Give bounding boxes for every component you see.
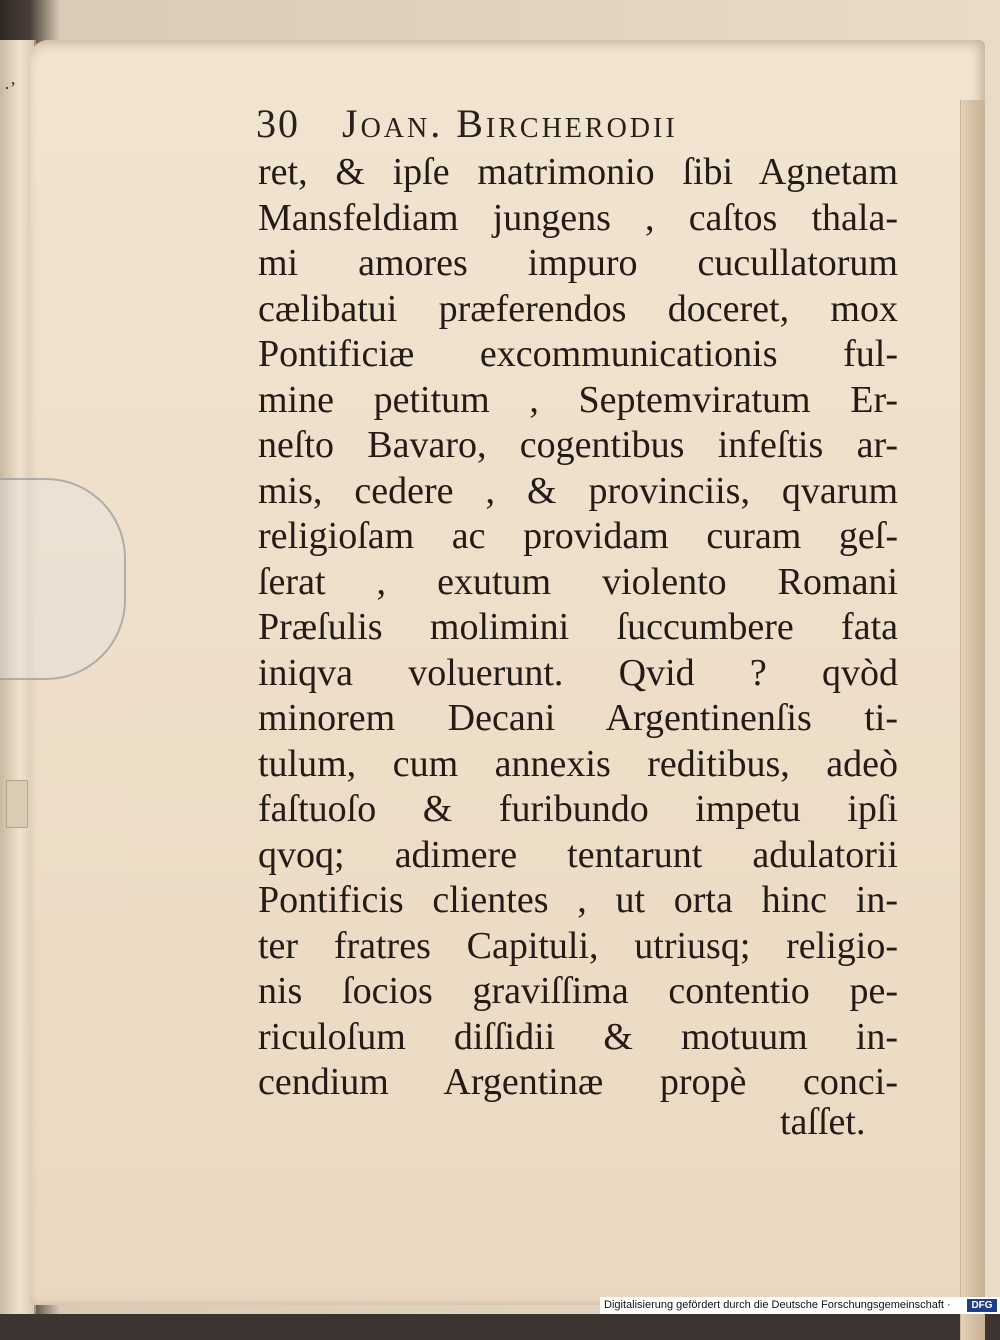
text-line: cælibatui præferendos doceret, mox — [258, 287, 898, 330]
text-line: faſtuoſo & furibundo impetu ipſi — [258, 788, 898, 830]
text-line: nis ſocios graviſſima contentio pe- — [258, 970, 898, 1012]
text-line: ter fratres Capituli, utriusq; religio- — [258, 924, 898, 967]
footer-credit: Digitalisierung gefördert durch die Deutsche Forschungsgemeinschaft · — [604, 1299, 951, 1311]
dfg-logo: DFG — [967, 1299, 997, 1312]
text-line: mis, cedere , & provinciis, qvarum — [258, 469, 898, 512]
text-line: Pontificiæ excommunicationis ful- — [258, 333, 898, 375]
running-header — [256, 100, 816, 154]
text-line: religioſam ac providam curam geſ- — [258, 515, 898, 557]
text-line: Pontificis clientes , ut orta hinc in- — [258, 879, 898, 921]
text-line: mine petitum , Septemviratum Er- — [258, 378, 898, 421]
page-body-text — [258, 150, 898, 1106]
text-line: ret, & ipſe matrimonio ſibi Agnetam — [258, 151, 898, 193]
text-line: minorem Decani Argentinenſis ti- — [258, 697, 898, 739]
text-line: qvoq; adimere tentarunt adulatorii — [258, 833, 898, 876]
page-number: 30 — [256, 101, 300, 146]
text-line: Præſulis molimini ſuccumbere fata — [258, 606, 898, 648]
text-line: neſto Bavaro, cogentibus infeſtis ar- — [258, 424, 898, 466]
page-stack-edge — [960, 100, 985, 1340]
text-line: cendium Argentinæ propè conci- — [258, 1061, 898, 1103]
edge-mark: ·ʼ — [4, 78, 16, 98]
text-line: ſerat , exutum violento Romani — [258, 560, 898, 603]
text-line: tulum, cum annexis reditibus, adeò — [258, 742, 898, 785]
text-line: mi amores impuro cucullatorum — [258, 242, 898, 284]
page-clip — [0, 478, 126, 680]
page-tab-marker — [6, 780, 28, 828]
catchword: taſſet. — [780, 1101, 866, 1143]
text-line: Mansfeldiam jungens , caſtos thala- — [258, 196, 898, 239]
text-line: riculoſum diſſidii & motuum in- — [258, 1015, 898, 1058]
running-head-title: Joan. Bircherodii — [342, 101, 678, 146]
text-line: iniqva voluerunt. Qvid ? qvòd — [258, 651, 898, 694]
